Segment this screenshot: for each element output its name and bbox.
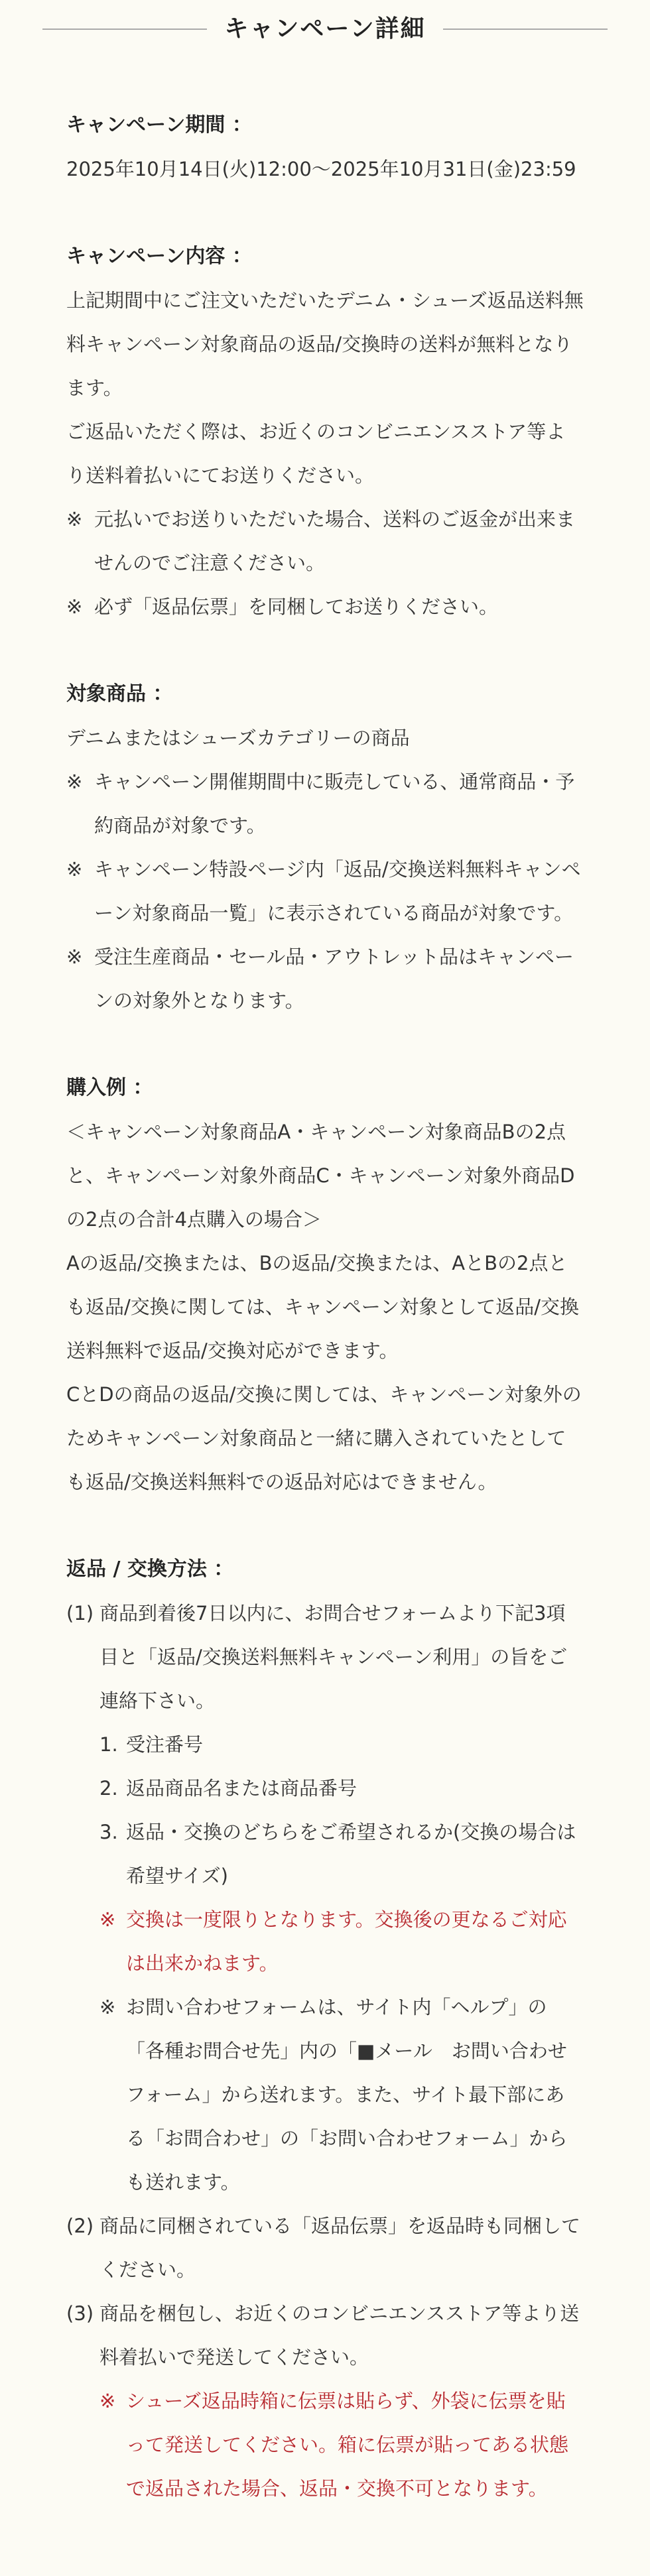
note-mark: ※	[66, 946, 83, 968]
example-heading: 購入例 ：	[66, 1076, 153, 1099]
list-number: 1.	[99, 1733, 118, 1756]
step-text: 商品到着後7日以内に、お問合せフォームより下記3項目と「返品/交換送料無料キャンペーン利用」の旨をご連絡下さい。	[99, 1602, 568, 1712]
method-step-3	[66, 2292, 584, 2379]
note-item	[66, 847, 584, 935]
list-number: 2.	[99, 1777, 118, 1800]
note-text: キャンペーン開催期間中に販売している、通常商品・予約商品が対象です。	[94, 770, 575, 837]
list-item	[99, 1723, 584, 1766]
target-section	[66, 672, 584, 1022]
content-paragraph: 上記期間中にご注文いただいたデニム・シューズ返品送料無料キャンペーン対象商品の返品/交換時の送料が無料となります。	[66, 289, 584, 399]
method-step-1	[66, 1591, 584, 1723]
note-text: お問い合わせフォームは、サイト内「ヘルプ」の「各種お問合せ先」内の「■メール お問い合わせフォーム」から送れます。また、サイト最下部にある「お問合わせ」の「お問い合わせフォーム」からも送れます。	[126, 1996, 568, 2193]
step-text: 商品に同梱されている「返品伝票」を返品時も同梱してください。	[99, 2215, 581, 2281]
step-1-details	[66, 1723, 584, 2204]
note-text: 必ず「返品伝票」を同梱してお送りください。	[94, 595, 499, 618]
example-paragraph: CとDの商品の返品/交換に関しては、キャンペーン対象外のためキャンペーン対象商品と一緒に購入されていたとしても返品/交換送料無料での返品対応はできません。	[66, 1383, 582, 1493]
shoes-return-warning-note	[99, 2379, 584, 2510]
campaign-details	[66, 103, 584, 2554]
note-item	[66, 497, 584, 585]
note-mark: ※	[99, 1996, 116, 2018]
note-mark: ※	[66, 858, 83, 881]
note-mark: ※	[66, 595, 83, 618]
method-heading: 返品 / 交換方法 ：	[66, 1558, 234, 1581]
note-text: 元払いでお送りいただいた場合、送料のご返金が出来ませんのでご注意ください。	[94, 508, 576, 574]
page-title: キャンペーン詳細	[224, 15, 426, 42]
period-text: 2025年10月14日(火)12:00～2025年10月31日(金)23:59	[66, 158, 576, 180]
list-number: 3.	[99, 1821, 118, 1843]
list-text: 受注番号	[126, 1733, 204, 1756]
note-item	[66, 760, 584, 847]
note-text: シューズ返品時箱に伝票は貼らず、外袋に伝票を貼って発送してください。箱に伝票が貼ってある状態で返品された場合、返品・交換不可となります。	[126, 2390, 569, 2500]
step-text: 商品を梱包し、お近くのコンビニエンスストア等より送料着払いで発送してください。	[99, 2302, 580, 2368]
note-item	[66, 935, 584, 1022]
target-heading: 対象商品 ：	[66, 682, 173, 705]
step-3-details	[66, 2379, 584, 2510]
note-text: キャンペーン特設ページ内「返品/交換送料無料キャンペーン対象商品一覧」に表示されている商品が対象です。	[94, 858, 581, 924]
step-number: (2)	[66, 2215, 94, 2237]
title-left-rule	[42, 29, 207, 30]
section-title-bar	[42, 9, 608, 49]
target-text: デニムまたはシューズカテゴリーの商品	[66, 727, 410, 749]
example-paragraph: ＜キャンペーン対象商品A・キャンペーン対象商品Bの2点と、キャンペーン対象外商品C・キャンペーン対象外商品Dの2点の合計4点購入の場合＞	[66, 1121, 575, 1231]
content-paragraph: ご返品いただく際は、お近くのコンビニエンスストア等より送料着払いにてお送りください。	[66, 420, 566, 487]
exchange-warning-note	[99, 1898, 584, 1985]
list-item	[99, 1810, 584, 1898]
note-item	[66, 585, 584, 629]
period-heading: キャンペーン期間 ：	[66, 113, 252, 137]
note-mark: ※	[66, 770, 83, 793]
list-text: 返品・交換のどちらをご希望されるか(交換の場合は希望サイズ)	[126, 1821, 576, 1887]
note-mark: ※	[66, 508, 83, 530]
method-step-2	[66, 2204, 584, 2292]
content-heading: キャンペーン内容 ：	[66, 245, 252, 268]
example-paragraph: Aの返品/交換または、Bの返品/交換または、AとBの2点とも返品/交換に関しては、キャンペーン対象として返品/交換送料無料で返品/交換対応ができます。	[66, 1252, 579, 1362]
contact-form-note	[99, 1985, 584, 2204]
note-mark: ※	[99, 2390, 116, 2412]
note-text: 交換は一度限りとなります。交換後の更なるご対応は出来かねます。	[126, 1908, 567, 1975]
list-text: 返品商品名または商品番号	[126, 1777, 358, 1800]
method-section	[66, 1548, 584, 2510]
step-number: (1)	[66, 1602, 94, 1625]
step-number: (3)	[66, 2302, 94, 2325]
period-section	[66, 103, 584, 191]
note-mark: ※	[99, 1908, 116, 1931]
note-text: 受注生産商品・セール品・アウトレット品はキャンペーンの対象外となります。	[94, 946, 574, 1012]
title-right-rule	[443, 29, 608, 30]
example-section	[66, 1066, 584, 1504]
content-section	[66, 235, 584, 629]
list-item	[99, 1766, 584, 1810]
